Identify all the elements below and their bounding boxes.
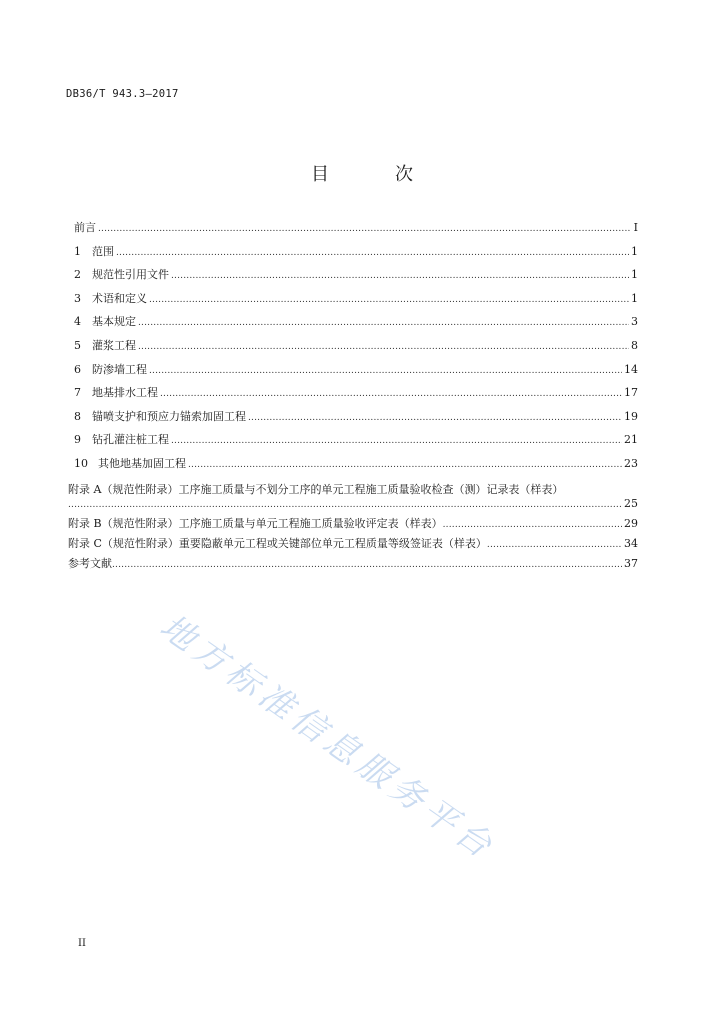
toc-label: 灌浆工程 [92,338,136,352]
toc-label: 地基排水工程 [92,386,158,400]
table-of-contents [68,219,638,572]
toc-entry-references[interactable] [68,556,638,572]
toc-label: 其他地基加固工程 [98,456,186,470]
toc-leader [171,268,629,281]
toc-page: 1 [631,291,638,305]
toc-label: 附录 A（规范性附录）工序施工质量与不划分工序的单元工程施工质量验收检查（测）记录表（样表） [68,482,564,496]
toc-page: 19 [624,409,638,423]
toc-number: 5 [74,338,81,352]
toc-number: 3 [74,291,81,305]
toc-leader [487,536,622,553]
toc-entry-1[interactable] [74,243,638,267]
toc-label: 参考文献 [68,556,112,570]
toc-page: 14 [624,362,638,376]
toc-page: 37 [624,556,638,570]
toc-page: 17 [624,386,638,400]
toc-label: 基本规定 [92,315,136,329]
toc-leader [149,292,629,305]
toc-leader [248,410,622,423]
toc-entry-appendix-a[interactable] [68,479,638,497]
toc-entry-10[interactable] [74,455,638,479]
toc-page: 1 [631,268,638,282]
toc-leader [138,339,629,352]
toc-leader [188,457,622,470]
toc-entry-6[interactable] [74,361,638,385]
toc-leader [160,386,622,399]
toc-entry-4[interactable] [74,313,638,337]
toc-number: 2 [74,268,81,282]
toc-page: 3 [631,315,638,329]
toc-label: 前言 [74,221,96,234]
toc-entry-2[interactable] [74,266,638,290]
toc-label: 术语和定义 [92,291,147,305]
toc-page: 23 [624,456,638,470]
toc-number: 6 [74,362,81,376]
page-title: 目 次 [311,164,437,185]
toc-number: 7 [74,386,81,400]
toc-entry-8[interactable] [74,408,638,432]
toc-leader [171,433,622,446]
toc-leader [149,363,622,376]
toc-label: 钻孔灌注桩工程 [92,433,169,447]
toc-number: 10 [74,456,88,470]
toc-entry-3[interactable] [74,290,638,314]
toc-leader [443,516,622,533]
toc-label: 范围 [92,244,114,258]
toc-label: 规范性引用文件 [92,268,169,282]
toc-entry-5[interactable] [74,337,638,361]
toc-number: 4 [74,315,81,329]
toc-leader [138,315,629,328]
toc-entry-appendix-b[interactable] [68,516,638,532]
toc-page: 8 [631,338,638,352]
toc-page: 1 [631,244,638,258]
toc-leader [68,496,622,513]
toc-page: 21 [624,433,638,447]
toc-page: I [633,221,638,234]
toc-entry-7[interactable] [74,384,638,408]
toc-leader [112,556,622,573]
toc-entry-appendix-a-page [68,496,638,512]
page-number: II [78,938,86,949]
toc-entry-appendix-c[interactable] [68,536,638,552]
toc-entry-foreword[interactable] [74,219,638,243]
toc-number: 8 [74,409,81,423]
toc-label: 防渗墙工程 [92,362,147,376]
toc-leader [116,245,629,258]
toc-page: 29 [624,516,638,530]
toc-label: 附录 C（规范性附录）重要隐蔽单元工程或关键部位单元工程质量等级签证表（样表） [68,536,487,550]
toc-label: 附录 B（规范性附录）工序施工质量与单元工程施工质量验收评定表（样表） [68,516,443,530]
toc-entry-9[interactable] [74,431,638,455]
watermark: 地方标准信息服务平台 [152,606,504,869]
toc-label: 锚喷支护和预应力锚索加固工程 [92,409,246,423]
toc-leader [98,221,630,234]
toc-number: 9 [74,433,81,447]
toc-page: 25 [624,496,638,510]
document-code: DB36/T 943.3—2017 [66,88,179,100]
toc-number: 1 [74,244,81,258]
toc-page: 34 [624,536,638,550]
